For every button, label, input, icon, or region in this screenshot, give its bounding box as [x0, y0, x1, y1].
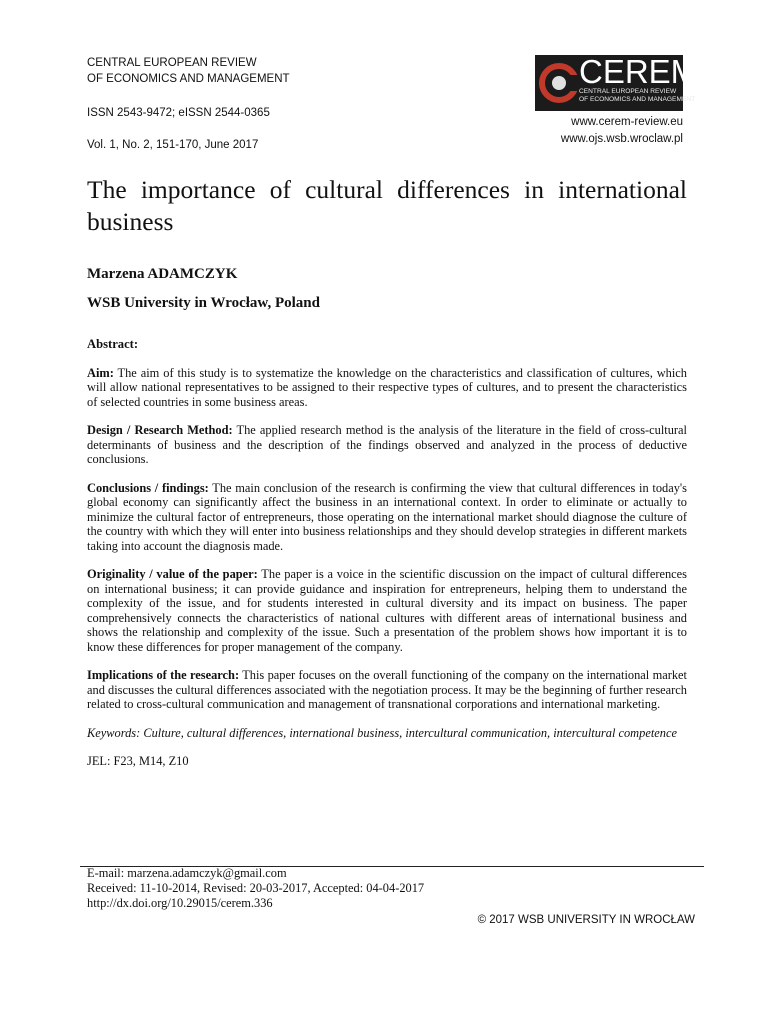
- journal-name-line1: CENTRAL EUROPEAN REVIEW: [87, 57, 257, 69]
- journal-issn: ISSN 2543-9472; eISSN 2544-0365: [87, 107, 270, 119]
- article-title: The importance of cultural differences in international business: [87, 175, 687, 236]
- cerem-logo: [535, 53, 699, 111]
- site-link-cerem[interactable]: www.cerem-review.eu: [571, 116, 683, 128]
- site-link-ojs[interactable]: www.ojs.wsb.wroclaw.pl: [560, 133, 683, 145]
- author-email[interactable]: E-mail: marzena.adamczyk@gmail.com: [87, 866, 287, 880]
- author-affiliation: WSB University in Wrocław, Poland: [87, 295, 320, 311]
- abstract-originality: [87, 567, 687, 654]
- section-label: Aim:: [87, 365, 114, 380]
- keywords: Keywords: Culture, cultural differences, international business, intercultural communication, intercultural competence: [87, 725, 677, 740]
- logo-subtitle-line2: OF ECONOMICS AND MANAGEMENT: [579, 96, 696, 103]
- abstract-implications: [87, 668, 687, 712]
- section-text: This paper focuses on the overall functioning of the company on the international market and discusses the cultural differences associated with the negotiation process. It may be the beginning of further research related to cross-cultural communication and management of transnational corporations and international marketing.: [87, 668, 687, 711]
- logo-wordmark: CEREM: [579, 53, 699, 90]
- footnote: [87, 866, 424, 911]
- section-text: The paper is a voice in the scientific discussion on the impact of cultural differences on international business; it can provide guidance and inspiration for entrepreneurs, helping them to understand the complexity of the issue, and for students interested in cultural diversity and its impact on business. The paper comprehensively connects the characteristics of national cultures with different areas of international business and shows the relationship and complexity of the issue. Such a presentation of the problem shows how important it is to know these differences for proper management of the company.: [87, 567, 688, 654]
- section-label: Design / Research Method:: [87, 423, 233, 437]
- abstract-aim: [87, 366, 687, 410]
- abstract-heading: Abstract:: [87, 337, 139, 351]
- journal-links: [561, 114, 683, 148]
- abstract-method: [87, 423, 687, 467]
- article-dates: Received: 11-10-2014, Revised: 20-03-2017, Accepted: 04-04-2017: [87, 881, 425, 895]
- journal-name-line2: OF ECONOMICS AND MANAGEMENT: [87, 73, 290, 85]
- logo-subtitle: [579, 88, 695, 104]
- abstract: [87, 337, 687, 769]
- section-label: Implications of the research:: [87, 668, 240, 682]
- article-author: Marzena ADAMCZYK: [87, 266, 238, 282]
- section-text: The aim of this study is to systematize the knowledge on the characteristics and classification of cultures, which will allow national representatives to be assigned to their respective types of cultures, and to present the characteristics of selected countries in some business areas.: [87, 365, 687, 409]
- section-text: The applied research method is the analysis of the literature in the field of cross-cultural determinants of business and the description of the findings observed and analyzed in the process of deductive conclusions.: [87, 423, 687, 466]
- article-doi[interactable]: http://dx.doi.org/10.29015/cerem.336: [87, 896, 273, 910]
- section-text: The main conclusion of the research is confirming the view that cultural differences in today's global economy can significantly affect the business in an international context. In order to eliminate or actually to minimize the cultural factor of entrepreneurs, those operating on the international market should diagnose the culture of the country with which they will enter into business relationships and they should develop strategies in different markets taking into account the diagnosis made.: [87, 480, 687, 553]
- logo-subtitle-line1: CENTRAL EUROPEAN REVIEW: [579, 88, 677, 95]
- journal-header: [87, 55, 290, 153]
- abstract-conclusions: [87, 481, 687, 554]
- jel-codes: JEL: F23, M14, Z10: [87, 754, 189, 768]
- section-label: Originality / value of the paper:: [87, 567, 258, 581]
- journal-volume: Vol. 1, No. 2, 151-170, June 2017: [87, 139, 259, 151]
- section-label: Conclusions / findings:: [87, 480, 209, 495]
- copyright-notice: © 2017 WSB UNIVERSITY IN WROCŁAW: [477, 914, 695, 926]
